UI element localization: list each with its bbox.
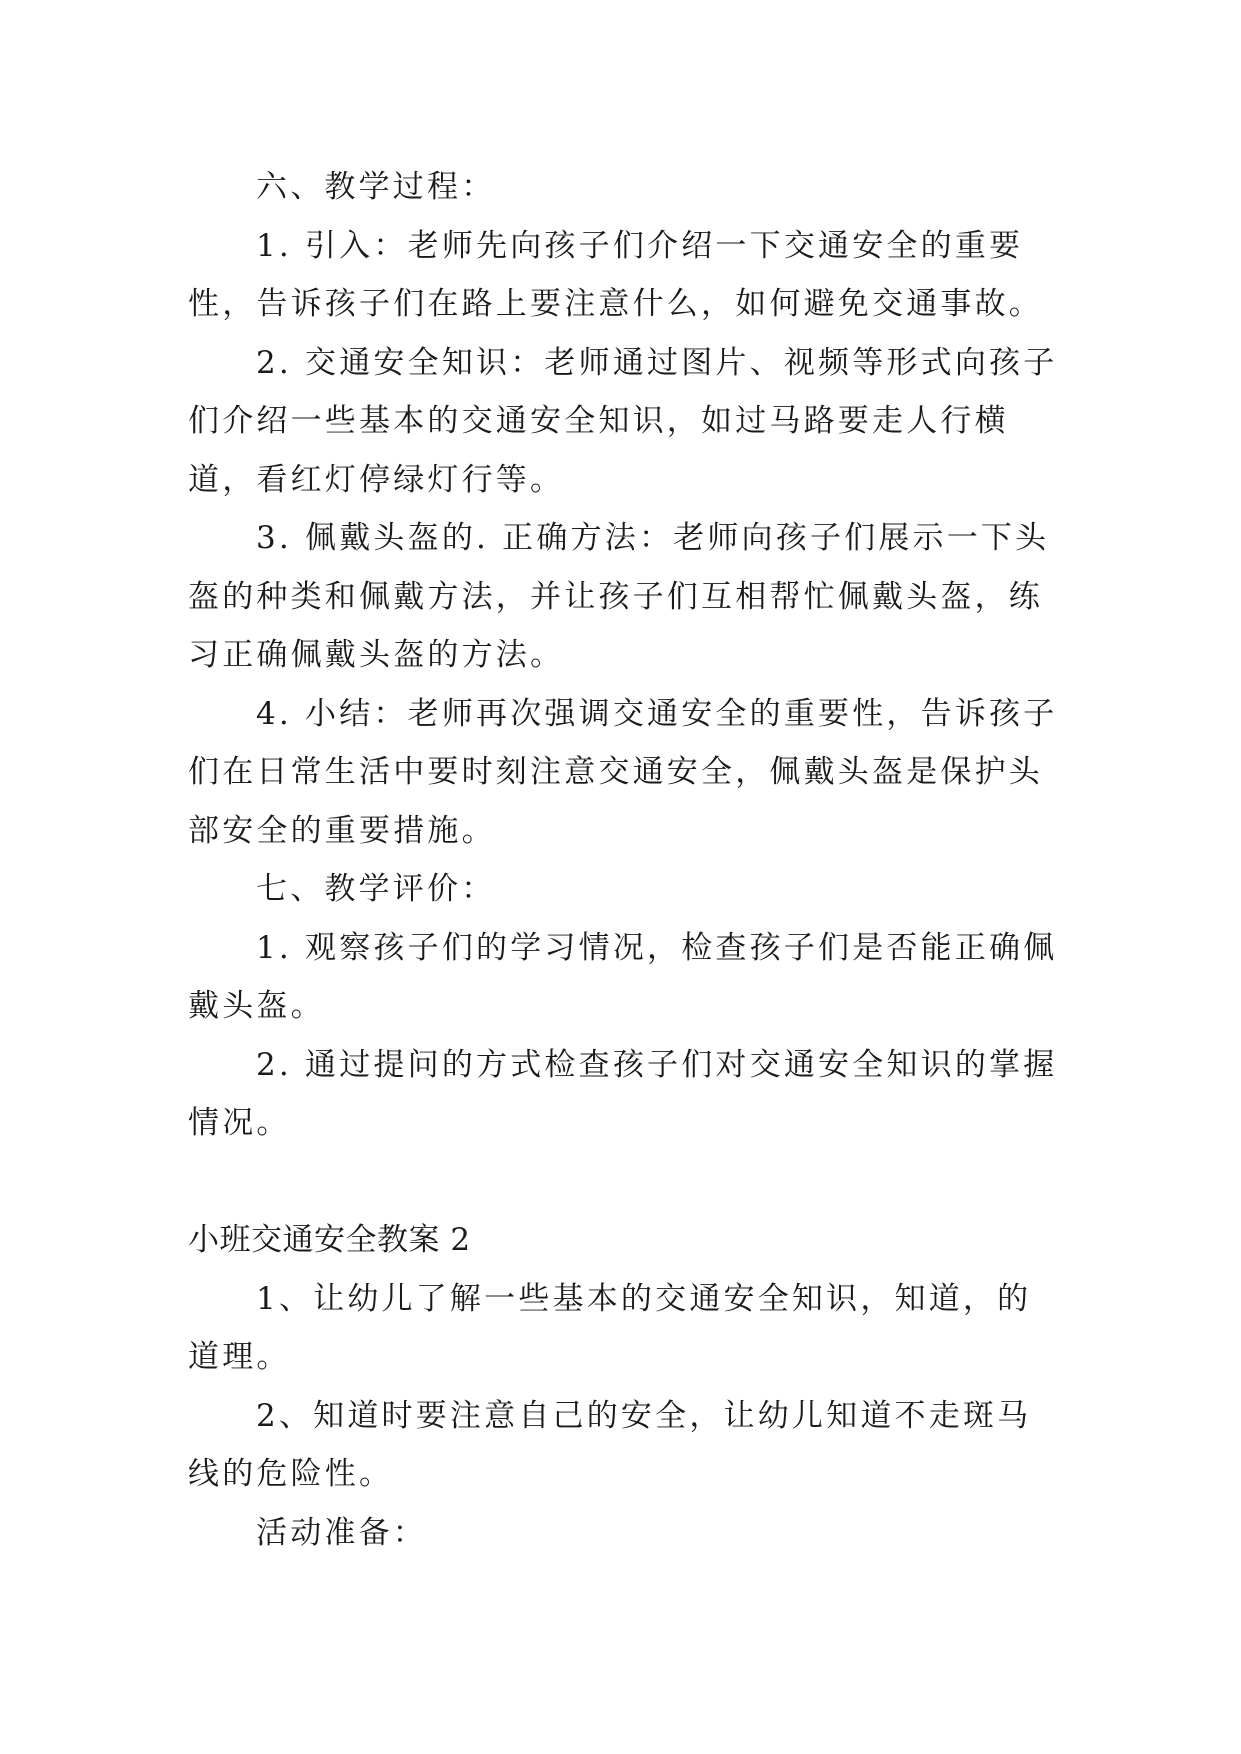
paragraph-safety-knowledge: 2. 交通安全知识：老师通过图片、视频等形式向孩子们介绍一些基本的交通安全知识，如过马路要走人行横道，看红灯停绿灯行等。 [188, 344, 1058, 498]
document-body [188, 158, 1058, 1562]
paragraph-observe: 1. 观察孩子们的学习情况，检查孩子们是否能正确佩戴头盔。 [188, 929, 1058, 1024]
paragraph-questioning: 2. 通过提问的方式检查孩子们对交通安全知识的掌握情况。 [188, 1046, 1058, 1141]
paragraph-introduction: 1. 引入：老师先向孩子们介绍一下交通安全的重要性，告诉孩子们在路上要注意什么，如何避免交通事故。 [188, 227, 1043, 322]
paragraph-goal-2: 2、知道时要注意自己的安全，让幼儿知道不走斑马线的危险性。 [188, 1397, 1032, 1492]
lesson-2-title: 小班交通安全教案 2 [188, 1222, 471, 1258]
section-spacer [188, 1153, 1058, 1212]
section-heading-activity-prep: 活动准备： [256, 1514, 427, 1551]
section-heading-teaching-evaluation: 七、教学评价： [256, 871, 496, 907]
paragraph-summary: 4. 小结：老师再次强调交通安全的重要性，告诉孩子们在日常生活中要时刻注意交通安全，佩戴头盔是保护头部安全的重要措施。 [188, 695, 1058, 849]
paragraph-helmet-method: 3. 佩戴头盔的. 正确方法：老师向孩子们展示一下头盔的种类和佩戴方法，并让孩子们互相帮忙佩戴头盔，练习正确佩戴头盔的方法。 [188, 520, 1050, 673]
section-heading-teaching-process: 六、教学过程： [256, 169, 496, 205]
paragraph-goal-1: 1、让幼儿了解一些基本的交通安全知识，知道，的道理。 [188, 1280, 1032, 1375]
